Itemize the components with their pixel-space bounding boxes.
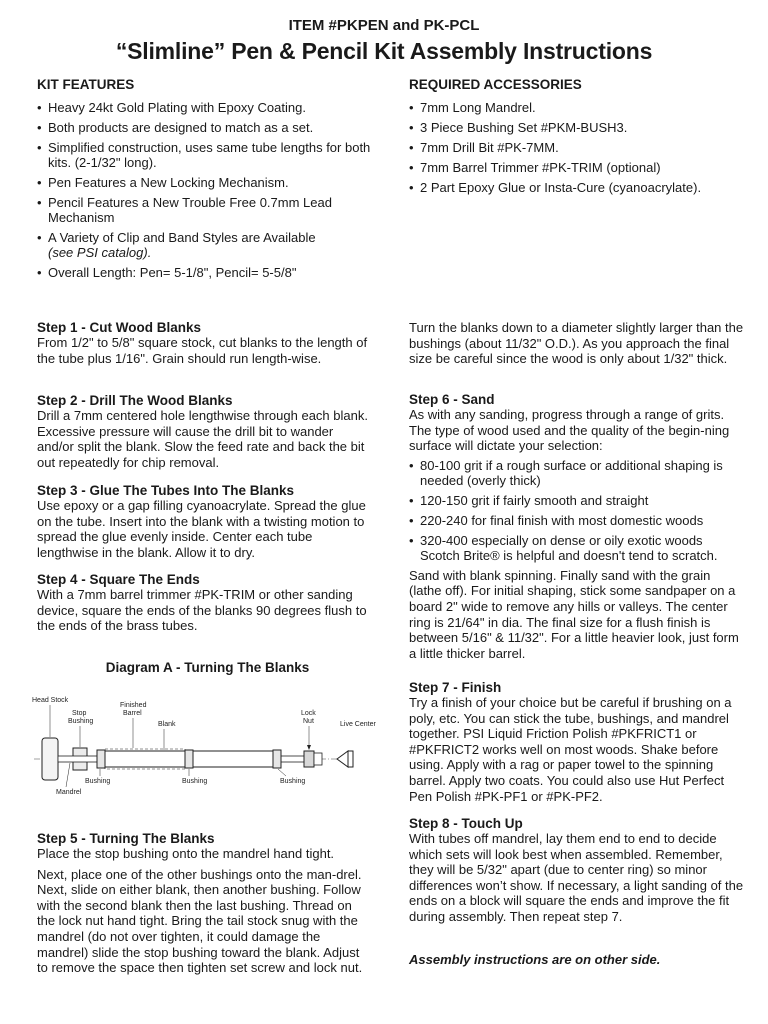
- list-item: • 120-150 grit if fairly smooth and straight: [409, 493, 744, 508]
- required-accessories-section: [409, 77, 749, 200]
- step-5-body-2: Next, place one of the other bushings onto the man-drel. Next, slide on either blank, then another bushing. Follow with the second blank then the last bushing. Thread on the lock nut hand tight. Bring the tail stock snug with the mandrel (do not over tighten, it could damage the mandrel) slide the stop bushing toward the blank. Adjust to remove the space then tighten set screw and lock nut.: [37, 866, 363, 976]
- step-2: [37, 393, 372, 470]
- label-mandrel: Mandrel: [56, 789, 82, 796]
- list-item: • 220-240 for final finish with most domestic woods: [409, 513, 744, 528]
- list-item: • 7mm Drill Bit #PK-7MM.: [409, 140, 749, 155]
- step-6-intro: As with any sanding, progress through a range of grits. The type of wood used and the quality of the begin-ning surface will dictate your selection:: [409, 407, 730, 454]
- list-item: • 3 Piece Bushing Set #PKM-BUSH3.: [409, 120, 749, 135]
- step-7-title: Step 7 - Finish: [409, 680, 502, 695]
- bushing-shape: [273, 750, 281, 768]
- list-item: • Heavy 24kt Gold Plating with Epoxy Coating.: [37, 100, 377, 115]
- blank-shape: [105, 751, 185, 767]
- step-6: [409, 392, 744, 661]
- list-item: • Pen Features a New Locking Mechanism.: [37, 175, 377, 190]
- step-7: [409, 680, 744, 804]
- list-item: • 80-100 grit if a rough surface or additional shaping is needed (overly thick): [409, 458, 744, 488]
- label-head-stock: Head Stock: [32, 697, 69, 704]
- kit-features-list: [37, 100, 377, 280]
- grit-list: [409, 458, 744, 563]
- catalog-note: (see PSI catalog).: [48, 245, 152, 260]
- head-stock-shape: [42, 738, 58, 780]
- step-5-title: Step 5 - Turning The Blanks: [37, 831, 215, 846]
- label-finished-barrel: Finished Barrel: [120, 702, 147, 717]
- step-2-body: Drill a 7mm centered hole lengthwise through each blank. Excessive pressure will cause the drill bit to wander and/or split the blank. Slow the feed rate and back the bit out repeatedly for chip removal.: [37, 408, 368, 470]
- document-title: “Slimline” Pen & Pencil Kit Assembly Instructions: [115, 38, 653, 64]
- step-5-body-1: Place the stop bushing onto the mandrel hand tight.: [37, 846, 335, 861]
- label-blank: Blank: [158, 721, 176, 728]
- list-item: • 2 Part Epoxy Glue or Insta-Cure (cyanoacrylate).: [409, 180, 749, 195]
- closing-note: Assembly instructions are on other side.: [409, 952, 661, 967]
- lathe-diagram: [30, 693, 385, 808]
- step-1: [37, 320, 372, 366]
- step-5: [37, 831, 372, 976]
- step-1-title: Step 1 - Cut Wood Blanks: [37, 320, 202, 335]
- kit-features-heading: KIT FEATURES: [37, 77, 135, 92]
- step-2-title: Step 2 - Drill The Wood Blanks: [37, 393, 233, 408]
- live-center-body: [348, 751, 353, 767]
- mandrel-end-shape: [314, 753, 322, 765]
- arrowhead: [307, 745, 311, 750]
- step-4-body: With a 7mm barrel trimmer #PK-TRIM or other sanding device, square the ends of the blanks 90 degrees flush to the ends of the brass tubes.: [37, 587, 367, 634]
- step-6-outro: Sand with blank spinning. Finally sand with the grain (lathe off). For initial shaping, stick some sandpaper on a board 2" wide to remove any hills or valleys. The center ring is 21/64" in dia. The final size for a flush finish is between 5/16" & 11/32". For a little heavier look, just form a little thicker barrel.: [409, 567, 739, 661]
- list-item-text: A Variety of Clip and Band Styles are Available: [48, 230, 316, 245]
- lock-nut-shape: [304, 751, 314, 767]
- list-item: • 7mm Barrel Trimmer #PK-TRIM (optional): [409, 160, 749, 175]
- label-lock-nut: Lock Nut: [301, 710, 316, 725]
- required-accessories-heading: REQUIRED ACCESSORIES: [409, 77, 582, 92]
- step-8-title: Step 8 - Touch Up: [409, 816, 523, 831]
- step-3-body: Use epoxy or a gap filling cyanoacrylate. Spread the glue on the tube. Insert into the blank with a twisting motion to spread the glue evenly inside. Center each tube lengthwise in the blank. Allow it to dry.: [37, 498, 366, 560]
- kit-features-section: [37, 77, 377, 285]
- live-center-shape: [337, 751, 348, 767]
- step-1-body: From 1/2" to 5/8" square stock, cut blanks to the length of the tube plus 1/16". Grain should run length-wise.: [37, 335, 368, 366]
- list-item: • Pencil Features a New Trouble Free 0.7mm Lead Mechanism: [37, 195, 377, 225]
- list-item: • Both products are designed to match as a set.: [37, 120, 377, 135]
- label-live-center: Live Center: [340, 721, 376, 728]
- step-4: [37, 572, 372, 634]
- step-6-title: Step 6 - Sand: [409, 392, 495, 407]
- diagram-a: [30, 660, 385, 808]
- required-accessories-list: [409, 100, 749, 195]
- bushing-shape: [97, 750, 105, 768]
- step-5-continued: [409, 320, 744, 367]
- step-7-body: Try a finish of your choice but be careful if brushing on a poly, etc. You can stick the tube, bushings, and mandrel together. PSI Liquid Friction Polish #PKFRICT1 or #PKFRICT2 works well on most woods. Shake before using. Apply with a rag or paper towel to the spinning barrel. Apply two coats. You could also use Hut Perfect Pen Polish #PK-PF1 or #PK-PF2.: [409, 695, 732, 804]
- list-item: • Overall Length: Pen= 5-1/8", Pencil= 5-5/8": [37, 265, 377, 280]
- label-bushing: Bushing: [280, 778, 306, 785]
- label-stop-bushing: Stop Bushing: [68, 710, 94, 725]
- step-3-title: Step 3 - Glue The Tubes Into The Blanks: [37, 483, 295, 498]
- step-5-continued-body: Turn the blanks down to a diameter slightly larger than the bushings (about 11/32" O.D.). As you approach the final size be careful since the wood is only about 1/32" thick.: [409, 320, 744, 367]
- step-8-body: With tubes off mandrel, lay them end to end to decide which sets will look best when assembled. Remember, they will be 5/32" apart (due to center ring) so minor differences won’t show. If necessary, a light sanding of the ends on a block will square the ends and improve the fit during assembly. Then repeat step 7.: [409, 831, 744, 924]
- list-item: [37, 140, 377, 170]
- list-item: • 7mm Long Mandrel.: [409, 100, 749, 115]
- list-item: • 320-400 especially on dense or oily exotic woods Scotch Brite® is helpful and doesn't tend to scratch.: [409, 533, 744, 563]
- label-bushing: Bushing: [182, 778, 208, 785]
- bushing-shape: [185, 750, 193, 768]
- list-item: [37, 230, 377, 260]
- step-8: [409, 816, 744, 925]
- blank-shape: [193, 751, 273, 767]
- diagram-title: Diagram A - Turning The Blanks: [105, 660, 310, 675]
- leader-line: [66, 763, 70, 787]
- list-item-text: Simplified construction, uses same tube lengths for both kits. (2-1/32" long).: [48, 140, 371, 170]
- step-4-title: Step 4 - Square The Ends: [37, 572, 200, 587]
- leader-line: [278, 769, 286, 776]
- item-number-header: ITEM #PKPEN and PK-PCL: [288, 17, 480, 34]
- label-bushing: Bushing: [85, 778, 111, 785]
- step-3: [37, 483, 372, 560]
